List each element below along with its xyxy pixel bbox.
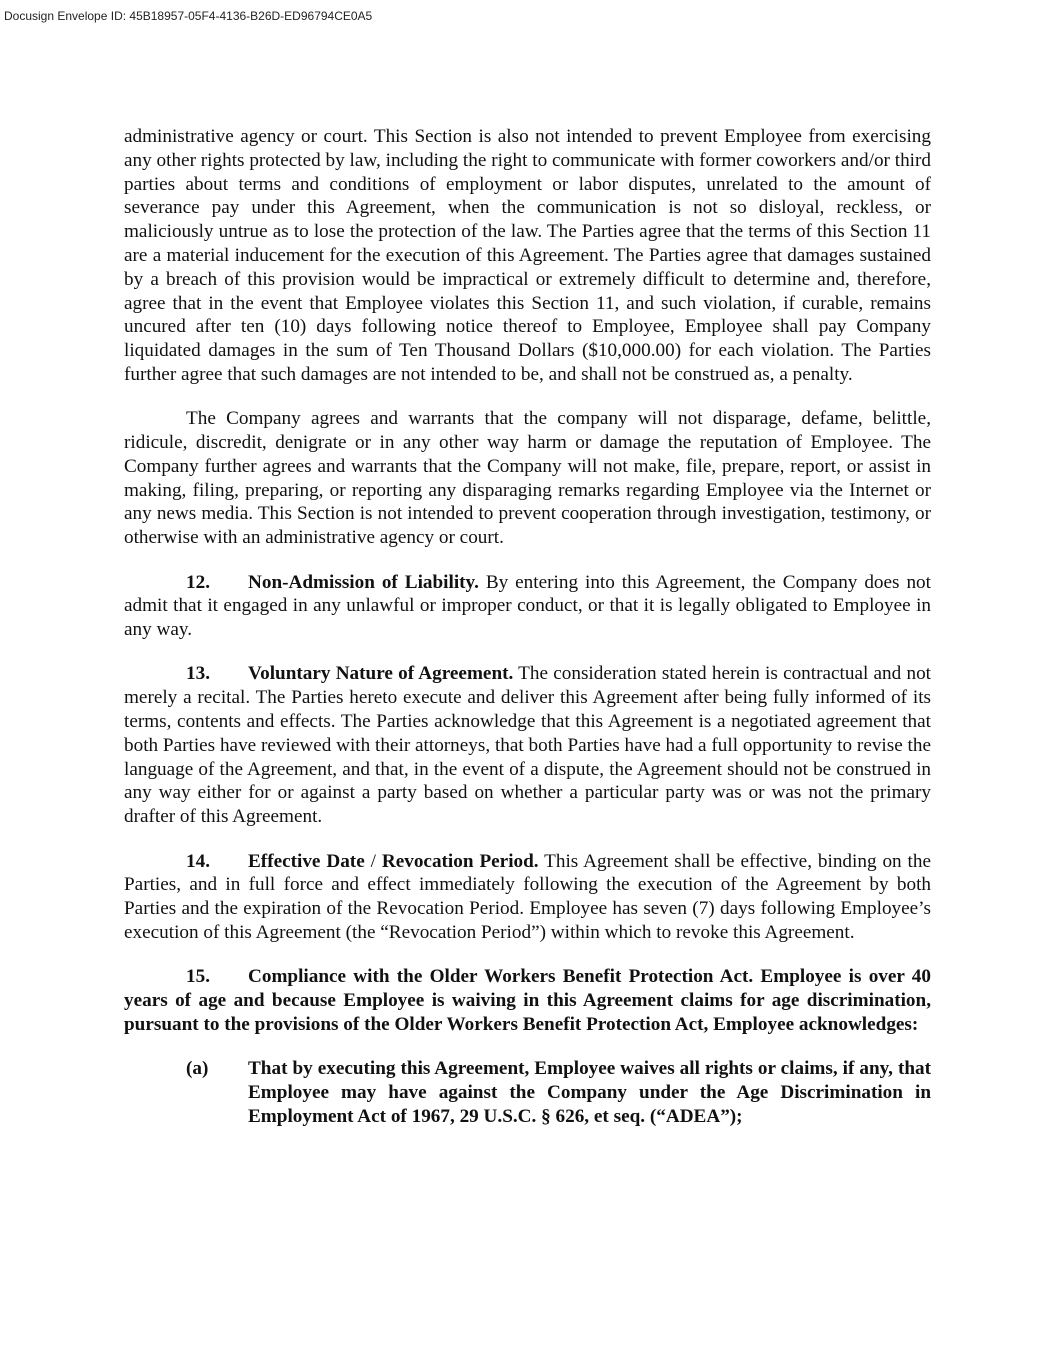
section-15-text: Compliance with the Older Workers Benefit Protection Act. Employee is over 40 years of age and because Employee is waiving in this Agreement claims for age discrimination, pursuant to the provisions of the Older Workers Benefit Protection Act, Employee acknowledges:: [124, 966, 931, 1035]
section-13-body: The consideration stated herein is contractual and not merely a recital. The Parties hereto execute and deliver this Agreement after being fully informed of its terms, contents and effects. The Parties acknowledge that this Agreement is a negotiated agreement that both Parties have reviewed with their attorneys, that both Parties have had a full opportunity to revise the language of the Agreement, and that, in the event of a dispute, the Agreement should not be construed in any way either for or against a party based on whether a particular party was or was not the primary drafter of this Agreement.: [124, 663, 931, 828]
section-13-title: Voluntary Nature of Agreement.: [248, 663, 514, 685]
docusign-envelope-id: Docusign Envelope ID: 45B18957-05F4-4136-B26D-ED96794CE0A5: [4, 9, 373, 23]
section-12: [124, 571, 931, 642]
section-15-item-a-text: That by executing this Agreement, Employee waives all rights or claims, if any, that Employee may have against the Company under the Age Discrimination in Employment Act of 1967, 29 U.S.C. § 626, et seq. (“ADEA”);: [248, 1058, 931, 1127]
section-14-title-separator: /: [364, 850, 382, 872]
section-13: [124, 662, 931, 829]
paragraph-company-non-disparagement: The Company agrees and warrants that the company will not disparage, defame, belittle, ridicule, discredit, denigrate or in any other way harm or damage the reputation of Employee. The Company further agrees and warrants that the Company will not make, file, prepare, report, or assist in making, filing, preparing, or reporting any disparaging remarks regarding Employee via the Internet or any news media. This Section is not intended to prevent cooperation through investigation, testimony, or otherwise with an administrative agency or court.: [124, 408, 931, 549]
document-body: [124, 125, 931, 1128]
section-13-number: 13.: [186, 663, 210, 685]
section-14-title-a: Effective Date: [248, 850, 365, 872]
section-15-item-a-label: (a): [186, 1058, 209, 1080]
section-14: [124, 850, 931, 945]
section-14-number: 14.: [186, 850, 210, 872]
section-14-title-b: Revocation Period.: [381, 850, 539, 872]
paragraph-section-11-continued: administrative agency or court. This Section is also not intended to prevent Employee from exercising any other rights protected by law, including the right to communicate with former coworkers and/or third parties about terms and conditions of employment or labor disputes, unrelated to the amount of severance pay under this Agreement, when the communication is not so disloyal, reckless, or maliciously untrue as to lose the protection of the law. The Parties agree that the terms of this Section 11 are a material inducement for the execution of this Agreement. The Parties agree that damages sustained by a breach of this provision would be impractical or extremely difficult to determine and, therefore, agree that in the event that Employee violates this Section 11, and such violation, if curable, remains uncured after ten (10) days following notice thereof to Employee, Employee shall pay Company liquidated damages in the sum of Ten Thousand Dollars ($10,000.00) for each violation. The Parties further agree that such damages are not intended to be, and shall not be construed as, a penalty.: [124, 126, 931, 385]
section-12-title: Non-Admission of Liability.: [248, 571, 479, 593]
section-15-item-a: [124, 1057, 931, 1128]
section-15-number: 15.: [186, 966, 210, 988]
section-12-body: By entering into this Agreement, the Company does not admit that it engaged in any unlawful or improper conduct, or that it is legally obligated to Employee in any way.: [124, 571, 931, 641]
section-14-body: This Agreement shall be effective, binding on the Parties, and in full force and effect immediately following the execution of the Agreement by both Parties and the expiration of the Revocation Period. Employee has seven (7) days following Employee’s execution of this Agreement (the “Revocation Period”) within which to revoke this Agreement.: [124, 850, 931, 943]
section-15: [124, 965, 931, 1036]
section-12-number: 12.: [186, 571, 210, 593]
